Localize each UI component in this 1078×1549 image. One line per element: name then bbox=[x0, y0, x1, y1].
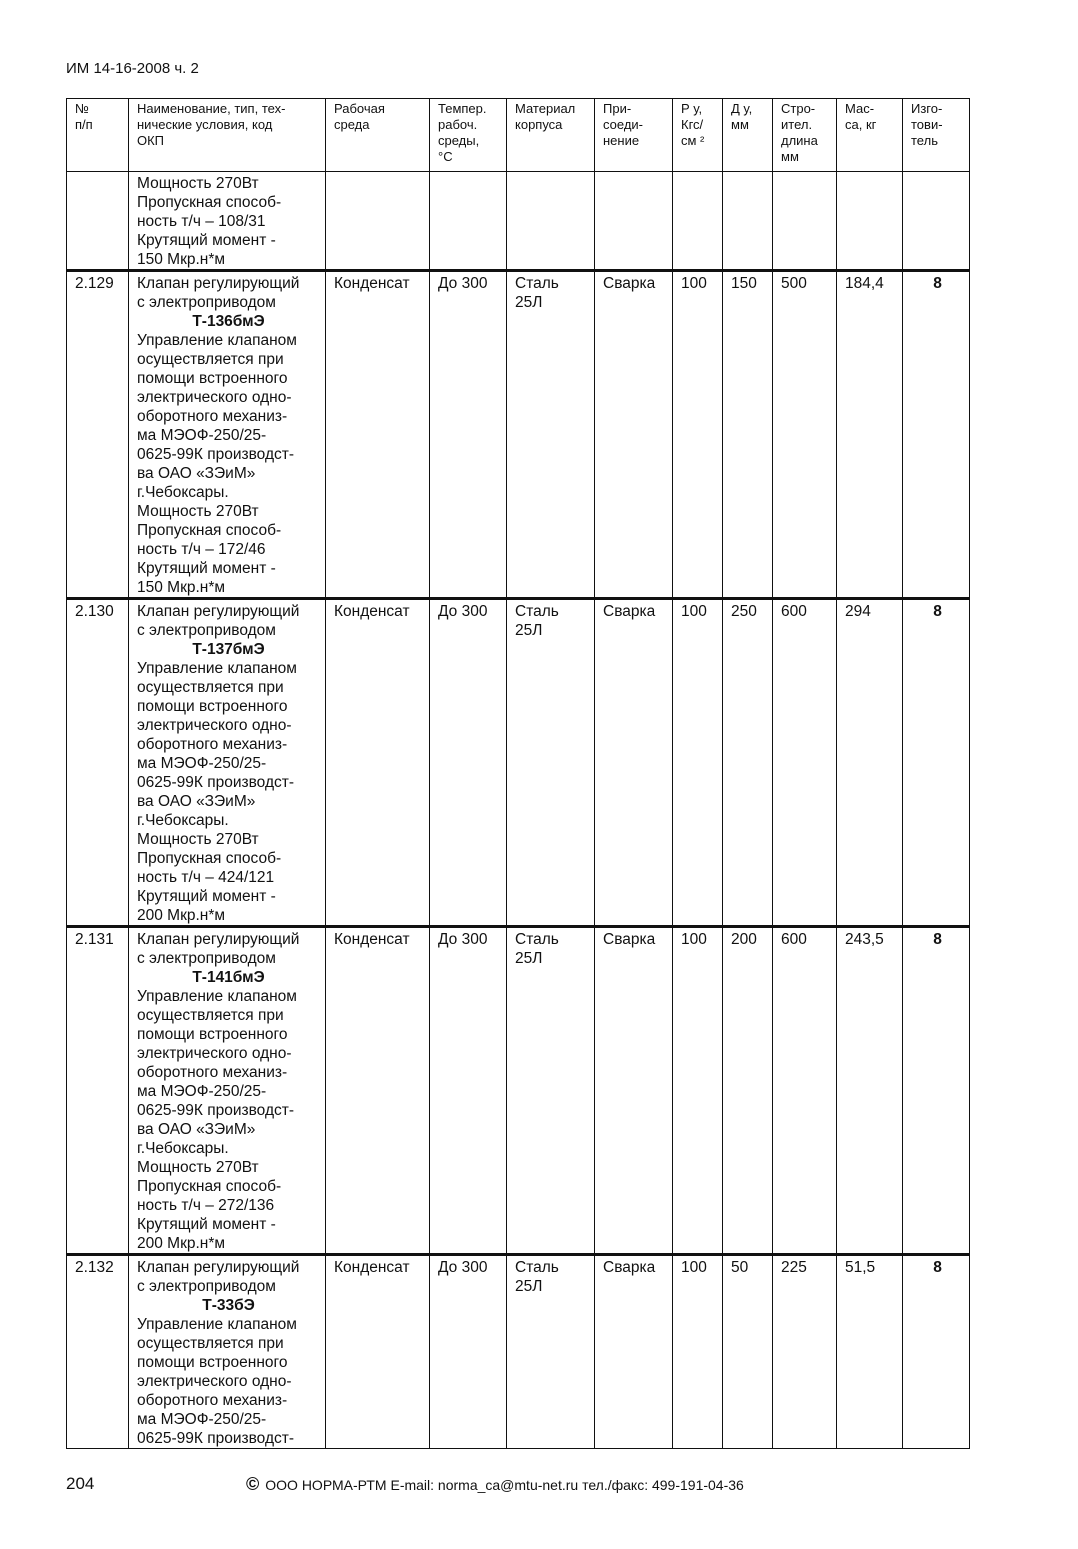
col-header-material: Материал корпуса bbox=[507, 99, 595, 172]
row-medium: Конденсат bbox=[326, 1255, 430, 1449]
row-number: 2.129 bbox=[67, 271, 129, 599]
row-material: Сталь 25Л bbox=[507, 599, 595, 927]
col-header-name: Наименование, тип, тех- нические условия, код ОКП bbox=[129, 99, 326, 172]
table-row bbox=[67, 927, 970, 1255]
copyright-text: ООО НОРМА-РТМ E-mail: norma_ca@mtu-net.ru тел./факс: 499-191-04-36 bbox=[265, 1477, 744, 1493]
row-model: Т-141бмЭ bbox=[192, 969, 265, 986]
col-header-maker: Изго- тови- тель bbox=[903, 99, 970, 172]
copyright-icon: © bbox=[246, 1474, 260, 1494]
row-temperature: До 300 bbox=[430, 271, 507, 599]
continuation-text: Мощность 270Вт Пропускная способ- ность т/ч – 108/31 Крутящий момент - 150 Мкр.н*м bbox=[129, 172, 326, 271]
col-header-medium: Рабочая среда bbox=[326, 99, 430, 172]
table-row bbox=[67, 271, 970, 599]
valve-spec-table bbox=[66, 98, 970, 1449]
row-medium: Конденсат bbox=[326, 927, 430, 1255]
row-maker: 8 bbox=[903, 927, 970, 1255]
col-header-pressure: Р у, Кгс/ см ² bbox=[673, 99, 723, 172]
row-model: Т-136бмЭ bbox=[192, 313, 265, 330]
row-diameter: 200 bbox=[723, 927, 773, 1255]
row-description: Управление клапаном осуществляется при помощи встроенного электрического одно- оборотного механиз- ма МЭОФ-250/25- 0625-99К производст- bbox=[137, 1316, 297, 1447]
row-length: 600 bbox=[773, 599, 837, 927]
row-maker: 8 bbox=[903, 271, 970, 599]
row-name-text: Клапан регулирующий с электроприводом bbox=[137, 603, 300, 639]
row-pressure: 100 bbox=[673, 1255, 723, 1449]
row-pressure: 100 bbox=[673, 271, 723, 599]
row-medium: Конденсат bbox=[326, 271, 430, 599]
row-diameter: 150 bbox=[723, 271, 773, 599]
row-mass: 184,4 bbox=[837, 271, 903, 599]
row-connection: Сварка bbox=[595, 1255, 673, 1449]
document-id: ИМ 14-16-2008 ч. 2 bbox=[66, 60, 199, 77]
row-length: 600 bbox=[773, 927, 837, 1255]
page-number: 204 bbox=[66, 1474, 95, 1493]
table-header-row bbox=[67, 99, 970, 172]
col-header-connection: При- соеди- нение bbox=[595, 99, 673, 172]
row-medium: Конденсат bbox=[326, 599, 430, 927]
row-length: 225 bbox=[773, 1255, 837, 1449]
row-material: Сталь 25Л bbox=[507, 271, 595, 599]
col-header-number: № п/п bbox=[67, 99, 129, 172]
row-name-text: Клапан регулирующий с электроприводом bbox=[137, 931, 300, 967]
row-mass: 243,5 bbox=[837, 927, 903, 1255]
row-connection: Сварка bbox=[595, 927, 673, 1255]
row-name-text: Клапан регулирующий с электроприводом bbox=[137, 1259, 300, 1295]
row-material: Сталь 25Л bbox=[507, 927, 595, 1255]
row-description: Управление клапаном осуществляется при помощи встроенного электрического одно- оборотного механиз- ма МЭОФ-250/25- 0625-99К производст- ва ОАО «ЗЭиМ» г.Чебоксары. Мощность 270Вт Пропускная способ- ность т/ч – 172/46 Крутящий момент - 150 Мкр.н*м bbox=[137, 332, 297, 596]
row-number: 2.132 bbox=[67, 1255, 129, 1449]
col-header-mass: Мас- са, кг bbox=[837, 99, 903, 172]
continuation-row bbox=[67, 172, 970, 271]
row-temperature: До 300 bbox=[430, 927, 507, 1255]
row-temperature: До 300 bbox=[430, 1255, 507, 1449]
row-model: Т-137бмЭ bbox=[192, 641, 265, 658]
row-maker: 8 bbox=[903, 1255, 970, 1449]
row-connection: Сварка bbox=[595, 271, 673, 599]
row-temperature: До 300 bbox=[430, 599, 507, 927]
row-number: 2.130 bbox=[67, 599, 129, 927]
row-name bbox=[129, 271, 326, 599]
row-maker: 8 bbox=[903, 599, 970, 927]
row-mass: 294 bbox=[837, 599, 903, 927]
row-name-text: Клапан регулирующий с электроприводом bbox=[137, 275, 300, 311]
row-name bbox=[129, 927, 326, 1255]
row-length: 500 bbox=[773, 271, 837, 599]
row-description: Управление клапаном осуществляется при помощи встроенного электрического одно- оборотного механиз- ма МЭОФ-250/25- 0625-99К производст- ва ОАО «ЗЭиМ» г.Чебоксары. Мощность 270Вт Пропускная способ- ность т/ч – 272/136 Крутящий момент - 200 Мкр.н*м bbox=[137, 988, 297, 1252]
row-diameter: 50 bbox=[723, 1255, 773, 1449]
row-mass: 51,5 bbox=[837, 1255, 903, 1449]
row-name bbox=[129, 599, 326, 927]
row-name bbox=[129, 1255, 326, 1449]
copyright-line bbox=[246, 1474, 744, 1495]
row-pressure: 100 bbox=[673, 927, 723, 1255]
table-row bbox=[67, 1255, 970, 1449]
row-description: Управление клапаном осуществляется при помощи встроенного электрического одно- оборотного механиз- ма МЭОФ-250/25- 0625-99К производст- ва ОАО «ЗЭиМ» г.Чебоксары. Мощность 270Вт Пропускная способ- ность т/ч – 424/121 Крутящий момент - 200 Мкр.н*м bbox=[137, 660, 297, 924]
row-diameter: 250 bbox=[723, 599, 773, 927]
col-header-length: Стро- ител. длина мм bbox=[773, 99, 837, 172]
col-header-temperature: Темпер. рабоч. среды, °С bbox=[430, 99, 507, 172]
col-header-diameter: Д у, мм bbox=[723, 99, 773, 172]
table-row bbox=[67, 599, 970, 927]
row-connection: Сварка bbox=[595, 599, 673, 927]
row-model: Т-33бЭ bbox=[202, 1297, 255, 1314]
row-pressure: 100 bbox=[673, 599, 723, 927]
row-number: 2.131 bbox=[67, 927, 129, 1255]
row-material: Сталь 25Л bbox=[507, 1255, 595, 1449]
